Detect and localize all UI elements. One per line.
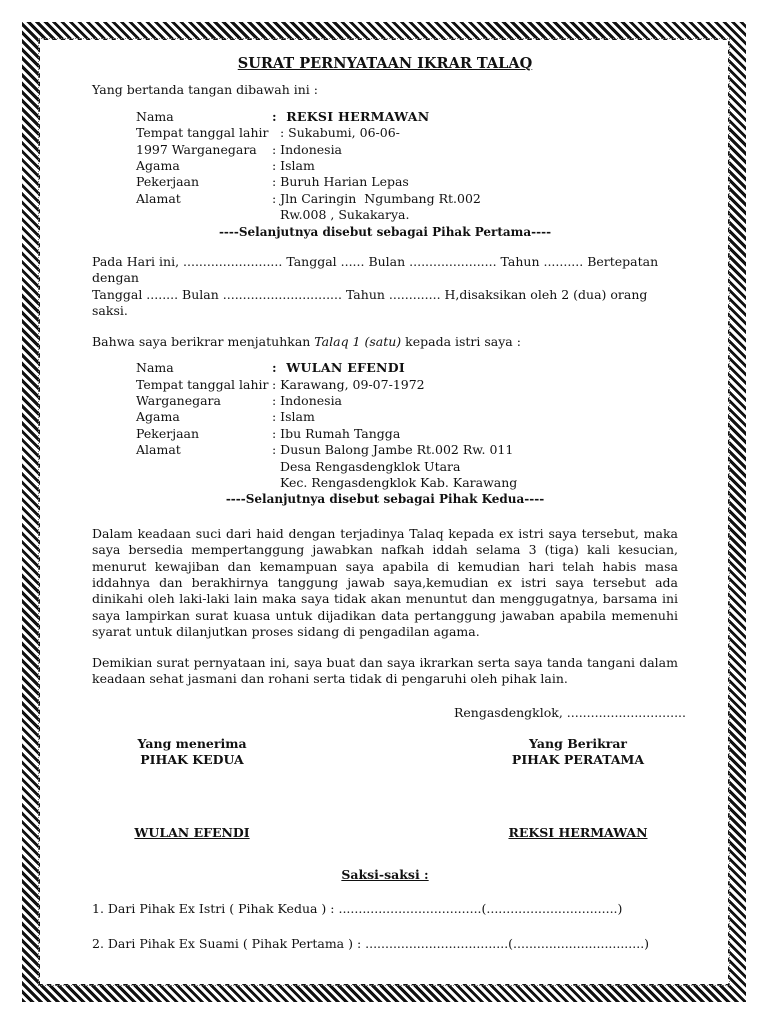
signature-names [92,825,678,841]
right-signer-name: REKSI HERMAWAN [508,824,648,840]
paragraph-obligation: Dalam keadaan suci dari haid dengan terjadinya Talaq kepada ex istri saya tersebut, maka saya bersedia mempertanggung jawabkan nafkah iddah selama 3 (tiga) kali kesucian, menurut kewajiban dan kemampuan saya apabila di kemudian hari telah habis masa iddahnya dan berakhirnya tanggung jawab saya,kemudian ex istri saya tersebut ada dinikahi oleh laki-laki lain maka saya tidak akan menuntut dan menggugatnya, barsama ini saya lampirkan surat kuasa untuk dijadikan data pertanggung jawaban apabila memenuhi syarat untuk dilanjutkan proses sidang di pengadilan agama. [92,525,678,640]
party2-field-row [136,426,678,442]
party1-field-value: : Buruh Harian Lepas [272,174,409,190]
party1-field-row [136,207,678,223]
party2-field-value: : WULAN EFENDI [272,360,406,376]
party2-field-label: Nama [136,360,174,376]
party1-field-value: : Jln Caringin Ngumbang Rt.002 [272,190,481,206]
talaq-emphasis: Talaq 1 (satu) [314,333,402,349]
party1-field-label: Tempat tanggal lahir [136,125,269,141]
date-line-2: Tanggal ........ Bulan .............................. Tahun ............. H,disaksikan oleh 2 (dua) orang saksi. [92,286,648,319]
left-role: Yang menerima [137,735,247,751]
right-signature-block [478,736,678,769]
party2-field-row [136,442,678,458]
talaq-statement [92,334,678,350]
left-party: PIHAK KEDUA [140,752,244,768]
document-title: SURAT PERNYATAAN IKRAR TALAQ [237,55,533,72]
party2-field-row [136,409,678,425]
party1-field-value: : Sukabumi, 06-06- [272,125,400,141]
witness-line-1: 1. Dari Pihak Ex Istri ( Pihak Kedua ) : ....................................(.................................) [92,901,623,917]
signature-roles [92,736,678,769]
party2-field-value: : Ibu Rumah Tangga [272,425,401,441]
party1-field-label: Nama [136,108,174,124]
party2-field-row [136,393,678,409]
party2-field-label [136,475,272,491]
party2-field-label: Agama [136,409,180,425]
party2-field-row [136,459,678,475]
party1-field-row [136,158,678,174]
left-signer-name: WULAN EFENDI [134,824,250,840]
left-signature-block [92,736,292,769]
party2-field-value: : Karawang, 09-07-1972 [272,376,425,392]
right-role: Yang Berikrar [528,735,628,751]
party2-field-label: Pekerjaan [136,425,200,441]
document-body [92,55,686,952]
party1-separator: ----Selanjutnya disebut sebagai Pihak Pertama---- [218,224,552,239]
party2-fields [136,360,678,491]
party2-field-label: Warganegara [136,392,221,408]
witness-line-2: 2. Dari Pihak Ex Suami ( Pihak Pertama ) : ....................................(.................................) [92,935,650,951]
party1-field-row [136,109,678,125]
party1-field-label [136,207,272,223]
party1-field-value: Rw.008 , Sukakarya. [272,207,410,223]
party1-field-row [136,125,678,141]
party2-field-value: Kec. Rengasdengklok Kab. Karawang [272,474,518,490]
party2-field-value: : Dusun Balong Jambe Rt.002 Rw. 011 [272,442,514,458]
party1-field-label: Alamat [136,190,181,206]
party1-field-label: Pekerjaan [136,174,200,190]
talaq-post: kepada istri saya : [401,333,521,349]
party2-field-value: : Islam [272,409,315,425]
party2-field-label: Alamat [136,442,181,458]
witness-title: Saksi-saksi : [341,867,429,883]
party2-field-label [136,459,272,475]
date-line-1: Pada Hari ini, ......................... Tanggal ...... Bulan ...................... Tahun .......... Bertepatan dengan [92,254,659,286]
party2-field-value: : Indonesia [272,392,343,408]
party2-field-value: Desa Rengasdengklok Utara [272,458,461,474]
party2-field-row [136,475,678,491]
party1-field-value: : Indonesia [272,141,343,157]
party1-field-label: 1997 Warganegara [136,141,257,157]
party1-field-value: : Islam [272,158,315,174]
party1-field-value: : REKSI HERMAWAN [272,108,430,124]
party1-field-row [136,191,678,207]
intro-text: Yang bertanda tangan dibawah ini : [92,82,318,98]
party2-field-row [136,360,678,376]
party1-fields [136,109,678,224]
right-party: PIHAK PERATAMA [511,752,645,768]
talaq-pre: Bahwa saya berikrar menjatuhkan [92,333,315,349]
party2-separator: ----Selanjutnya disebut sebagai Pihak Kedua---- [225,492,545,507]
party1-field-row [136,142,678,158]
party2-field-label: Tempat tanggal lahir [136,376,269,392]
party1-field-row [136,174,678,190]
paragraph-closing: Demikian surat pernyataan ini, saya buat dan saya ikrarkan serta saya tanda tangani dalam keadaan sehat jasmani dan rohani serta tidak di pengaruhi oleh pihak lain. [92,654,678,686]
party2-field-row [136,377,678,393]
place-date: Rengasdengklok, .............................. [453,705,686,721]
party1-field-label: Agama [136,158,180,174]
